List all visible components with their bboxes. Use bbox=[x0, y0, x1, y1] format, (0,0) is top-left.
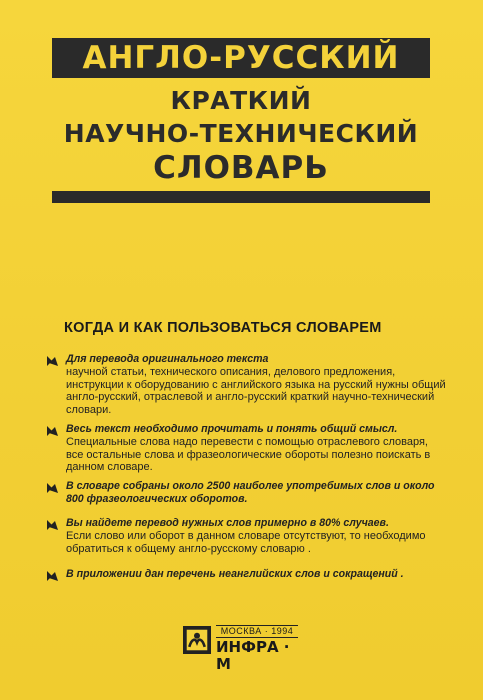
guide-item-body: Если слово или оборот в данном словаре отсутствуют, то необходимо обратиться к общему англо-русскому словарю . bbox=[66, 530, 426, 555]
guide-item-lead: Вы найдете перевод нужных слов примерно в 80% случаев. bbox=[66, 517, 389, 529]
guide-item-body: Специальные слова надо перевести с помощью отраслевого словаря, все остальные слова и фразеологические обороты полезно поискать в данном словаре. bbox=[66, 436, 431, 473]
cover-subtitle-line-2: НАУЧНО-ТЕХНИЧЕСКИЙ bbox=[63, 119, 419, 148]
cover-subtitle-line-3: СЛОВАРЬ bbox=[153, 150, 329, 186]
guide-heading: КОГДА И КАК ПОЛЬЗОВАТЬСЯ СЛОВАРЕМ bbox=[64, 320, 382, 336]
guide-item bbox=[46, 568, 446, 581]
publisher-logo-icon bbox=[183, 626, 211, 654]
arrow-bullet-icon bbox=[46, 354, 60, 368]
guide-item bbox=[46, 517, 446, 555]
publisher-block bbox=[183, 624, 298, 673]
arrow-bullet-icon bbox=[46, 518, 60, 532]
arrow-bullet-icon bbox=[46, 569, 60, 583]
guide-item-lead: В словаре собраны около 2500 наиболее употребимых слов и около 800 фразеологических оборотов. bbox=[66, 480, 435, 505]
publisher-name: ИНФРА · М bbox=[216, 638, 290, 673]
guide-item bbox=[46, 480, 446, 506]
publisher-city-year: МОСКВА · 1994 bbox=[216, 625, 298, 638]
guide-item bbox=[46, 423, 446, 474]
guide-item-lead: Весь текст необходимо прочитать и понять общий смысл. bbox=[66, 423, 398, 435]
guide-item-body: научной статьи, технического описания, делового предложения, инструкции к оборудованию с английского языка на русский нужны общий англо-русский, отраслевой и англо-русский краткий научно-технический словари. bbox=[66, 366, 446, 416]
faint-background-texture bbox=[60, 225, 420, 295]
title-banner bbox=[52, 38, 430, 78]
guide-item-lead: В приложении дан перечень неанглийских слов и сокращений . bbox=[66, 568, 404, 580]
arrow-bullet-icon bbox=[46, 424, 60, 438]
cover-subtitle-line-1: КРАТКИЙ bbox=[170, 86, 312, 115]
cover-title: АНГЛО-РУССКИЙ bbox=[82, 40, 400, 76]
guide-item bbox=[46, 353, 446, 416]
guide-item-lead: Для перевода оригинального текста bbox=[66, 353, 269, 365]
arrow-bullet-icon bbox=[46, 481, 60, 495]
title-underline-bar bbox=[52, 191, 430, 203]
